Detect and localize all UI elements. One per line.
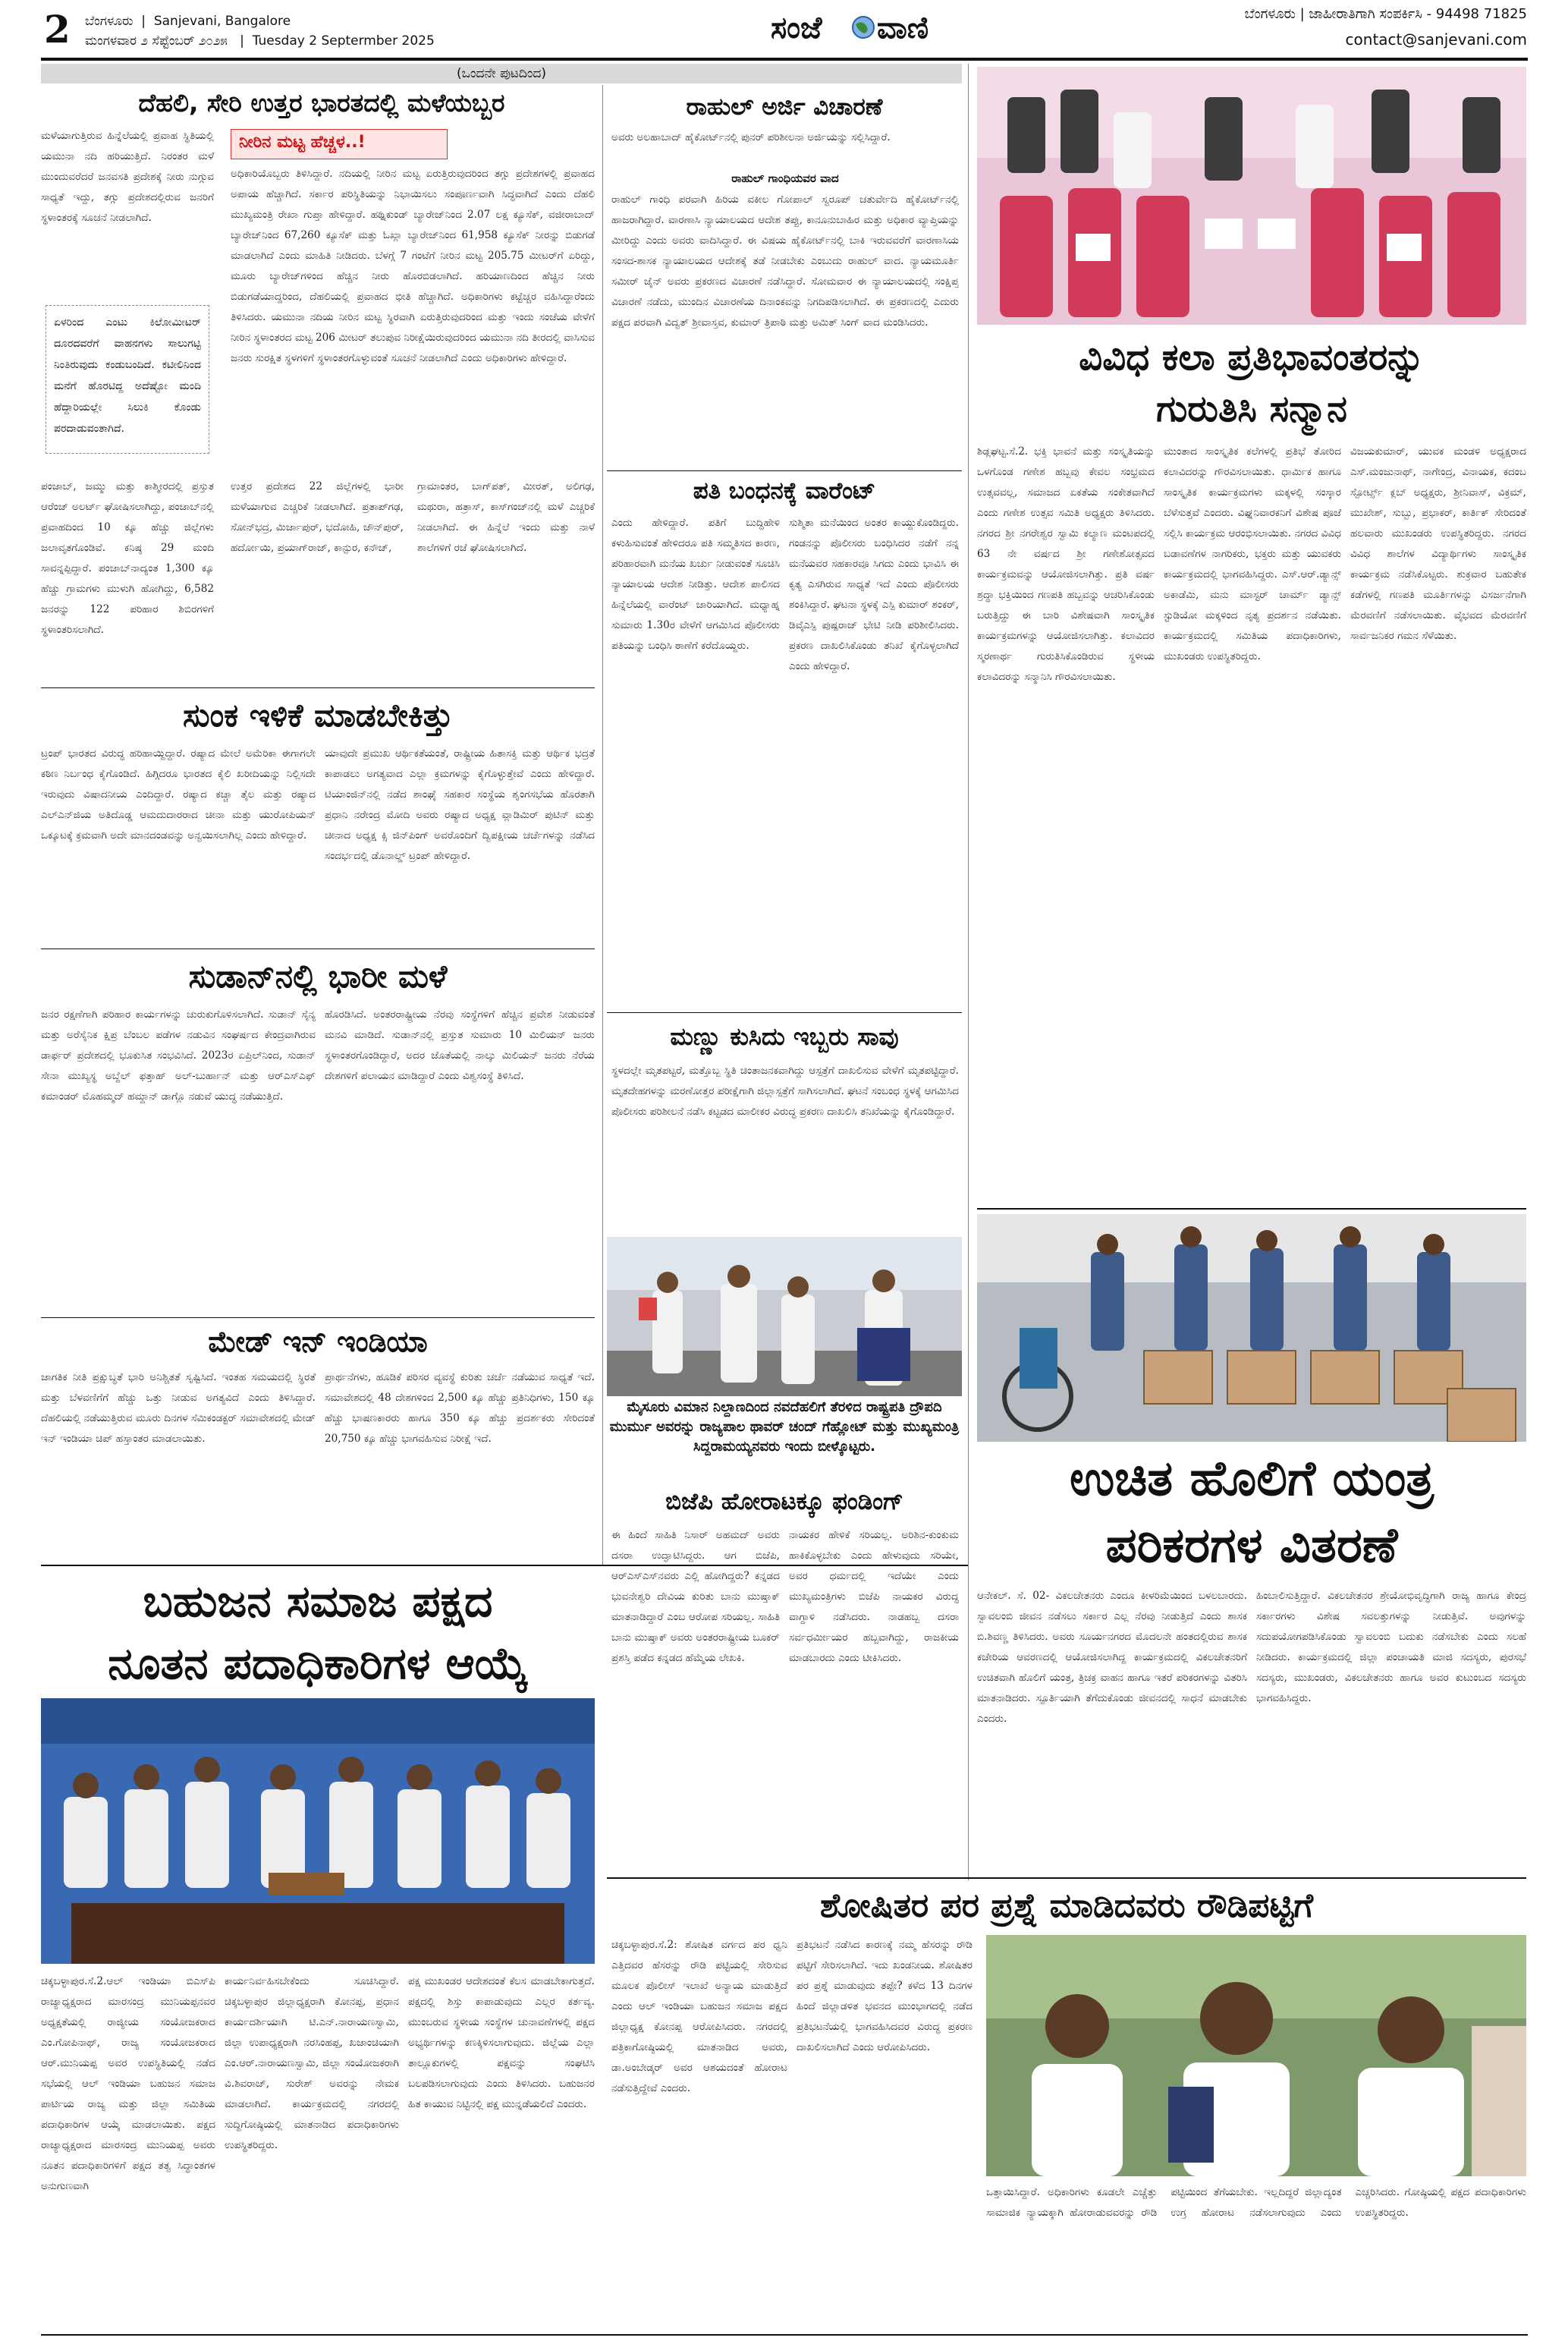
madein-headline: ಮೇಡ್ ಇನ್ ಇಂಡಿಯಾ bbox=[208, 1325, 428, 1358]
page-bottom-rule bbox=[41, 2334, 1528, 2336]
rahul-subhead: ರಾಹುಲ್ ಗಾಂಧಿಯವರ ವಾದ bbox=[731, 171, 839, 185]
tariff-headline: ಸುಂಕ ಇಳಿಕೆ ಮಾಡಬೇಕಿತ್ತು bbox=[182, 697, 453, 734]
bsp-col2: ಕಾರ್ಯನಿರ್ವಹಿಸಬೇಕೆಂದು ಸೂಚಿಸಿದ್ದಾರೆ. ಚಿಕ್ಕಬಳ್ಳಾಪುರ ಜಿಲ್ಲಾಧ್ಯಕ್ಷರಾಗಿ ಕೋನಪ್ಪ, ಪ್ರಧಾನ ಕಾರ್ಯದರ್ಶಿಯಾಗಿ ಟಿ.ಎನ್.ನಾರಾಯಣಸ್ವಾಮಿ, ಜಿಲ್ಲಾ ಉಪಾಧ್ಯಕ್ಷರಾಗಿ ನರಸಿಂಹಪ್ಪ, ಖಜಾಂಚಿಯಾಗಿ ಎಂ.ಆರ್.ನಾರಾಯಣಸ್ವಾಮಿ, ಜಿಲ್ಲಾ ಸಂಯೋಜಕರಾಗಿ ವಿ.ಶಿವರಾಜ್, ಸುರೇಶ್ ಅವರನ್ನು ನೇಮಕ ಮಾಡಲಾಗಿದೆ. ಕಾರ್ಯಕ್ರಮದಲ್ಲಿ ನಗರದಲ್ಲಿ ಸುದ್ದಿಗೋಷ್ಠಿಯಲ್ಲಿ ಮಾತನಾಡಿದ ಪದಾಧಿಕಾರಿಗಳು ಉಪಸ್ಥಿತರಿದ್ದರು. bbox=[225, 1975, 399, 2151]
machines-col1: ಆನೇಕಲ್. ಸೆ. 02- ವಿಕಲಚೇತನರು ಎಂದೂ ಕೀಳರಿಮೆಯಿಂದ ಬಳಲಬಾರದು. ಸ್ವಾವಲಂಬಿ ಜೀವನ ನಡೆಸಲು ಸರ್ಕಾರ ಎಲ್ಲ ನೆರವು ನೀಡುತ್ತಿದೆ ಎಂದು ಶಾಸಕ ಬಿ.ಶಿವಣ್ಣ ತಿಳಿಸಿದರು. ಅವರು ಸೂರ್ಯನಗರದ ಮೊದಲನೇ ಹಂತದಲ್ಲಿರುವ ಶಾಸಕ ಕಚೇರಿಯ ಆವರಣದಲ್ಲಿ ಆಯೋಜಿಸಲಾಗಿದ್ದ ಕಾರ್ಯಕ್ರಮದಲ್ಲಿ ವಿಕಲಚೇತನರಿಗೆ ಉಚಿತವಾಗಿ ಹೊಲಿಗೆ ಯಂತ್ರ, ತ್ರಿಚಕ್ರ ವಾಹನ ಹಾಗೂ ಇತರೆ ಪರಿಕರಗಳನ್ನು ವಿತರಿಸಿ ಮಾತನಾಡಿದರು. ಸ್ಪೂರ್ತಿಯಾಗಿ ತೆಗೆದುಕೊಂಡು ಜೀವನದಲ್ಲಿ ಸಾಧನೆ ಮಾಡಬೇಕು ಎಂದರು. bbox=[977, 1590, 1247, 1725]
svg-text:ಸಂಜೆ: ಸಂಜೆ bbox=[771, 11, 822, 46]
warrant-text1: ಎಂದು ಹೇಳಿದ್ದಾರೆ. ಪತಿಗೆ ಬುದ್ಧಿಹೇಳಿ ಕಳುಹಿಸುವಂತೆ ಹೇಳಿದರೂ ಪತಿ ಸಮ್ಮತಿಸದ ಕಾರಣ, ಪರಿಹಾರವಾಗಿ ಮನೆಯ ಖರ್ಚು ನೀಡುವಂತೆ ಸೂಚಿಸಿ ನ್ಯಾಯಾಲಯ ಆದೇಶ ನೀಡಿತ್ತು. ಆದೇಶ ಪಾಲಿಸದ ಹಿನ್ನೆಲೆಯಲ್ಲಿ ವಾರೆಂಟ್ ಜಾರಿಯಾಗಿದೆ. ಮಧ್ಯಾಹ್ನ ಸುಮಾರು 1.30ರ ವೇಳೆಗೆ ಆಗಮಿಸಿದ ಪೊಲೀಸರು ಪತಿಯನ್ನು ಬಂಧಿಸಿ ಠಾಣೆಗೆ ಕರೆದೊಯ್ದರು. bbox=[611, 517, 780, 652]
masthead-date-line: ಮಂಗಳವಾರ ೨ ಸೆಪ್ಟೆಂಬರ್ ೨೦೨೫ | Tuesday 2 Septermber 2025 bbox=[85, 33, 435, 49]
felicitation-headline-line1: ವಿವಿಧ ಕಲಾ ಪ್ರತಿಭಾವಂತರನ್ನು bbox=[1079, 336, 1425, 379]
rowdy-headline: ಶೋಷಿತರ ಪರ ಪ್ರಶ್ನೆ ಮಾಡಿದವರು ರೌಡಿಪಟ್ಟಿಗೆ bbox=[820, 1886, 1313, 1925]
felicitation-headline-line2: ಗುರುತಿಸಿ ಸನ್ಮಾನ bbox=[1156, 388, 1347, 430]
machines-col2: ಹಿಂಬಾಲಿಸುತ್ತಿದ್ದಾರೆ. ವಿಕಲಚೇತನರ ಶ್ರೇಯೋಭಿವೃದ್ಧಿಗಾಗಿ ರಾಜ್ಯ ಹಾಗೂ ಕೇಂದ್ರ ಸರ್ಕಾರಗಳು ವಿಶೇಷ ಸವಲತ್ತುಗಳನ್ನು ನೀಡುತ್ತಿವೆ. ಅವುಗಳನ್ನು ಸದುಪಯೋಗಪಡಿಸಿಕೊಂಡು ಸ್ವಾವಲಂಬಿ ಬದುಕು ನಡೆಸಬೇಕು ಎಂದು ಸಲಹೆ ನೀಡಿದರು. ಕಾರ್ಯಕ್ರಮದಲ್ಲಿ ಜಿಲ್ಲಾ ಪಂಚಾಯತಿ ಮಾಜಿ ಸದಸ್ಯರು, ಪುರಸಭೆ ಸದಸ್ಯರು, ಮುಖಂಡರು, ವಿಕಲಚೇತನರು ಹಾಗೂ ಅವರ ಕುಟುಂಬದ ಸದಸ್ಯರು ಭಾಗವಹಿಸಿದ್ದರು. bbox=[1256, 1590, 1526, 1704]
rowdy-press-photo bbox=[986, 1935, 1526, 2176]
rain-side-box: ಏಳರಿಂದ ಎಂಟು ಕಿಲೋಮೀಟರ್ ದೂರದವರೆಗೆ ವಾಹನಗಳು ಸಾಲುಗಟ್ಟಿ ನಿಂತಿರುವುದು ಕಂಡುಬಂದಿದೆ. ಕಟೀಲಿನಿಂದ ಮನೆಗೆ ಹೊರಟಿದ್ದ ಅದೆಷ್ಟೋ ಮಂದಿ ಹೆದ್ದಾರಿಯಲ್ಲೇ ಸಿಲುಕಿ ಕೊಂಡು ಪರದಾಡುವಂತಾಗಿದೆ. bbox=[46, 305, 209, 454]
rahul-headline: ರಾಹುಲ್ ಅರ್ಜಿ ವಿಚಾರಣೆ bbox=[686, 93, 883, 121]
rain-box-title: ನೀರಿನ ಮಟ್ಟ ಹೆಚ್ಚಳ..! bbox=[231, 129, 448, 159]
warrant-headline: ಪತಿ ಬಂಧನಕ್ಕೆ ವಾರೆಂಟ್ bbox=[693, 477, 876, 505]
rahul-text1: ಅವರು ಅಲಹಾಬಾದ್ ಹೈಕೋರ್ಟ್‌ನಲ್ಲಿ ಪುನರ್ ಪರಿಶೀಲನಾ ಅರ್ಜಿಯನ್ನು ಸಲ್ಲಿಸಿದ್ದಾರೆ. bbox=[611, 131, 891, 143]
column-divider bbox=[968, 64, 969, 1880]
rain-col3c: ಗ್ರಾಮಾಂತರ, ಬಾಗ್‌ಪತ್, ಮೀರತ್, ಅಲಿಗಢ, ಮಥುರಾ, ಹತ್ರಾಸ್, ಕಾಸ್‌ಗಂಜ್‌ನಲ್ಲಿ ಮಳೆ ಎಚ್ಚರಿಕೆ ನೀಡಲಾಗಿದೆ. ಈ ಹಿನ್ನೆಲೆ ಇಂದು ಮತ್ತು ನಾಳೆ ಶಾಲೆಗಳಿಗೆ ರಜೆ ಘೋಷಿಸಲಾಗಿದೆ. bbox=[417, 480, 595, 554]
rain-col3a: ಪಂಜಾಬ್, ಜಮ್ಮು ಮತ್ತು ಕಾಶ್ಮೀರದಲ್ಲಿ ಪ್ರಸ್ತುತ ಆರೆಂಜ್ ಅಲರ್ಟ್ ಘೋಷಿಸಲಾಗಿದ್ದು, ಪಂಜಾಬ್‌ನಲ್ಲಿ ಪ್ರವಾಹದಿಂದ 10 ಕ್ಕೂ ಹೆಚ್ಚು ಜಿಲ್ಲೆಗಳು ಜಲಾವೃತಗೊಂಡಿವೆ. ಕನಿಷ್ಠ 29 ಮಂದಿ ಸಾವನ್ನಪ್ಪಿದ್ದಾರೆ. ಪಂಜಾಬ್‌ನಾದ್ಯಂತ 1,300 ಕ್ಕೂ ಹೆಚ್ಚು ಗ್ರಾಮಗಳು ಮುಳುಗಿ ಹೋಗಿದ್ದು, 6,582 ಜನರನ್ನು 122 ಪರಿಹಾರ ಶಿಬಿರಗಳಿಗೆ ಸ್ಥಳಾಂತರಿಸಲಾಗಿದೆ. bbox=[41, 480, 214, 636]
madein-text2: ಪ್ರಾರ್ಥನೆಗಳು, ಹೂಡಿಕೆ ಪರಿಸರ ವ್ಯವಸ್ಥೆ ಕುರಿತು ಚರ್ಚೆ ನಡೆಯುವ ಸಾಧ್ಯತೆ ಇದೆ. ಸಮಾವೇಶದಲ್ಲಿ 48 ದೇಶಗಳಿಂದ 2,500 ಕ್ಕೂ ಹೆಚ್ಚು ಪ್ರತಿನಿಧಿಗಳು, 150 ಕ್ಕೂ ಹೆಚ್ಚು ಭಾಷಣಕಾರರು ಹಾಗೂ 350 ಕ್ಕೂ ಹೆಚ್ಚು ಪ್ರದರ್ಶಕರು ಸೇರಿದಂತೆ 20,750 ಕ್ಕೂ ಹೆಚ್ಚು ಭಾಗವಹಿಸುವ ನಿರೀಕ್ಷೆ ಇದೆ. bbox=[325, 1371, 595, 1445]
continued-kicker: (ಒಂದನೇ ಪುಟದಿಂದ) bbox=[41, 64, 962, 83]
rowdy-col2: ಪ್ರತಿಭಟನೆ ನಡೆಸಿದ ಕಾರಣಕ್ಕೆ ನಮ್ಮ ಹೆಸರನ್ನು ರೌಡಿ ಪಟ್ಟಿಗೆ ಸೇರಿಸಲಾಗಿದೆ. ಇದು ಖಂಡನೀಯ. ಶೋಷಿತರ ಪರ ಪ್ರಶ್ನೆ ಮಾಡುವುದು ತಪ್ಪೇ? ಕಳೆದ 13 ದಿನಗಳ ಹಿಂದೆ ಜಿಲ್ಲಾಡಳಿತ ಭವನದ ಮುಂಭಾಗದಲ್ಲಿ ನಡೆದ ಪ್ರತಿಭಟನೆಯಲ್ಲಿ ಭಾಗವಹಿಸಿದವರ ವಿರುದ್ಧ ಪ್ರಕರಣ ದಾಖಲಿಸಲಾಗಿದೆ ಎಂದು ಆರೋಪಿಸಿದರು. bbox=[797, 1939, 973, 2053]
sudan-text1: ಜನರ ರಕ್ಷಣೆಗಾಗಿ ಪರಿಹಾರ ಕಾರ್ಯಗಳನ್ನು ಚುರುಕುಗೊಳಿಸಲಾಗಿದೆ. ಸುಡಾನ್ ಸೈನ್ಯ ಮತ್ತು ಅರೆಸೈನಿಕ ಕ್ಷಿಪ್ರ ಬೆಂಬಲ ಪಡೆಗಳ ನಡುವಿನ ಸಂಘರ್ಷದ ಕೇಂದ್ರವಾಗಿರುವ ಡಾರ್ಫರ್ ಪ್ರದೇಶದಲ್ಲಿ ಭೂಕುಸಿತ ಸಂಭವಿಸಿದೆ. 2023ರ ಏಪ್ರಿಲ್‌ನಿಂದ, ಸುಡಾನ್ ಸೇನಾ ಮುಖ್ಯಸ್ಥ ಅಬ್ದೆಲ್ ಫತ್ತಾಹ್ ಅಲ್-ಬುರ್ಹಾನ್ ಮತ್ತು ಆರ್‌ಎಸ್‌ಎಫ್ ಕಮಾಂಡರ್ ಮೊಹಮ್ಮದ್ ಹಮ್ದಾನ್ ಡಾಗ್ಲೊ ನಡುವೆ ಯುದ್ಧ ನಡೆಯುತ್ತಿದೆ. bbox=[41, 1008, 316, 1103]
rain-col1: ಮಳೆಯಾಗುತ್ತಿರುವ ಹಿನ್ನೆಲೆಯಲ್ಲಿ ಪ್ರವಾಹ ಸ್ಥಿತಿಯಲ್ಲಿ ಯಮುನಾ ನದಿ ಹರಿಯುತ್ತಿದೆ. ನಿರಂತರ ಮಳೆ ಮುಂದುವರೆದರೆ ಜನವಸತಿ ಪ್ರದೇಶಕ್ಕೆ ನೀರು ನುಗ್ಗುವ ಸಾಧ್ಯತೆ ಇದ್ದು, ತಗ್ಗು ಪ್ರದೇಶದಲ್ಲಿರುವ ಜನರಿಗೆ ಸ್ಥಳಾಂತರಕ್ಕೆ ಸೂಚನೆ ನೀಡಲಾಗಿದೆ. bbox=[41, 130, 214, 224]
madein-text1: ಜಾಗತಿಕ ನೀತಿ ಪ್ರಕ್ಷುಬ್ಧತೆ ಭಾರಿ ಅನಿಶ್ಚಿತತೆ ಸೃಷ್ಟಿಸಿದೆ. ಇಂತಹ ಸಮಯದಲ್ಲಿ ಸ್ಥಿರತೆ ಮತ್ತು ಬೆಳವಣಿಗೆಗೆ ಹೆಚ್ಚು ಒತ್ತು ನೀಡುವ ಅಗತ್ಯವಿದೆ ಎಂದು ತಿಳಿಸಿದ್ದಾರೆ. ದೆಹಲಿಯಲ್ಲಿ ನಡೆಯುತ್ತಿರುವ ಮೂರು ದಿನಗಳ ಸೆಮಿಕಂಡಕ್ಟರ್ ಸಮಾವೇಶದಲ್ಲಿ ಮೇಡ್ ಇನ್ ಇಂಡಿಯಾ ಚಿಪ್ ಹಸ್ತಾಂತರ ಮಾಡಲಾಯಿತು. bbox=[41, 1371, 316, 1445]
section-rule bbox=[607, 1877, 1526, 1879]
section-rule bbox=[607, 470, 962, 471]
rain-col2: ಅಧಿಕಾರಿಯೊಬ್ಬರು ತಿಳಿಸಿದ್ದಾರೆ. ನದಿಯಲ್ಲಿ ನೀರಿನ ಮಟ್ಟ ಏರುತ್ತಿರುವುದರಿಂದ ತಗ್ಗು ಪ್ರದೇಶಗಳಲ್ಲಿ ಪ್ರವಾಹದ ಅಪಾಯ ಹೆಚ್ಚಾಗಿದೆ. ಸರ್ಕಾರ ಪರಿಸ್ಥಿತಿಯನ್ನು ನಿಭಾಯಿಸಲು ಸಂಪೂರ್ಣವಾಗಿ ಸಿದ್ಧವಾಗಿದೆ ಎಂದು ದೆಹಲಿ ಮುಖ್ಯಮಂತ್ರಿ ರೇಖಾ ಗುಪ್ತಾ ಹೇಳಿದ್ದಾರೆ. ಹಥ್ನಿಕುಂಡ್ ಬ್ಯಾರೇಜ್‌ನಿಂದ 2.07 ಲಕ್ಷ ಕ್ಯೂಸೆಕ್, ವಜೀರಾಬಾದ್ ಬ್ಯಾರೇಜ್‌ನಿಂದ 67,260 ಕ್ಯೂಸೆಕ್ ಮತ್ತು ಓಖ್ಲಾ ಬ್ಯಾರೇಜ್‌ನಿಂದ 61,958 ಕ್ಯೂಸೆಕ್ ನೀರನ್ನು ಬಿಡುಗಡೆ ಮಾಡಲಾಗಿದೆ ಎಂದು ಮಾಹಿತಿ ನೀಡಿದರು. ಬೆಳಗ್ಗೆ 7 ಗಂಟೆಗೆ ನೀರಿನ ಮಟ್ಟ 205.75 ಮೀಟರ್‌ಗೆ ಏರಿದ್ದು, ಮೂರು ಬ್ಯಾರೇಜ್‌ಗಳಿಂದ ಹೆಚ್ಚಿನ ನೀರು ಹೊರಬಿಡಲಾಗಿದೆ. ಹರಿಯಾಣದಿಂದ ಹೆಚ್ಚಿನ ನೀರು ಬಿಡುಗಡೆಯಾದ್ದರಿಂದ, ದೆಹಲಿಯಲ್ಲಿ ಪ್ರವಾಹದ ಭೀತಿ ಹೆಚ್ಚಾಗಿದೆ. ಅಧಿಕಾರಿಗಳು ಕಟ್ಟೆಚ್ಚರ ವಹಿಸಿದ್ದಾರೆಂದು ತಿಳಿಸಿದರು. ಯಮುನಾ ನದಿಯ ನೀರಿನ ಮಟ್ಟ ಸ್ಥಿರವಾಗಿ ಏರುತ್ತಿರುವುದರಿಂದ ಮತ್ತು ಇಂದು ಸಂಜೆಯ ವೇಳೆಗೆ ನೀರಿನ ಸ್ಥಳಾಂತರದ ಮಟ್ಟ 206 ಮೀಟರ್ ತಲುಪುವ ನಿರೀಕ್ಷೆಯಿರುವುದರಿಂದ ಯಮುನಾ ನದಿ ತೀರದಲ್ಲಿ ವಾಸಿಸುವ ಜನರು ಸುರಕ್ಷಿತ ಸ್ಥಳಗಳಿಗೆ ಸ್ಥಳಾಂತರಗೊಳ್ಳುವಂತೆ ಸೂಚನೆ ನೀಡಲಾಗಿದೆ ಎಂದು ಅಧಿಕಾರಿಗಳು ಹೇಳಿದ್ದಾರೆ. bbox=[231, 168, 595, 364]
machines-headline-line2: ಪರಿಕರಗಳ ವಿತರಣೆ bbox=[1105, 1518, 1398, 1574]
bsp-headline-line1: ಬಹುಜನ ಸಮಾಜ ಪಕ್ಷದ bbox=[143, 1575, 493, 1627]
rahul-text2: ರಾಹುಲ್ ಗಾಂಧಿ ಪರವಾಗಿ ಹಿರಿಯ ವಕೀಲ ಗೋಪಾಲ್ ಸ್ವರೂಪ್ ಚತುರ್ವೇದಿ ಹೈಕೋರ್ಟ್‌ನಲ್ಲಿ ಹಾಜರಾಗಿದ್ದಾರೆ. ವಾರಣಾಸಿ ನ್ಯಾಯಾಲಯದ ಆದೇಶ ತಪ್ಪು, ಕಾನೂನುಬಾಹಿರ ಮತ್ತು ಅಧಿಕಾರ ವ್ಯಾಪ್ತಿಯನ್ನು ಮೀರಿದ್ದು ಎಂದು ಅವರು ವಾದಿಸಿದ್ದಾರೆ. ಈ ವಿಷಯ ಹೈಕೋರ್ಟ್‌ನಲ್ಲಿ ಬಾಕಿ ಇರುವವರೆಗೆ ವಾರಣಾಸಿಯ ಸಂಸದ-ಶಾಸಕ ನ್ಯಾಯಾಲಯದ ಆದೇಶಕ್ಕೆ ತಡೆ ನೀಡಬೇಕು ಎಂಬುದು ರಾಹುಲ್ ವಾದ. ನ್ಯಾಯಮೂರ್ತಿ ಸಮೀರ್ ಜೈನ್ ಅವರು ಪ್ರಕರಣದ ವಿಚಾರಣೆ ನಡೆಸಿದ್ದಾರೆ. ಸೋಮವಾರ ಈ ನ್ಯಾಯಾಲಯದಲ್ಲಿ ಸಂಕ್ಷಿಪ್ತ ವಿಚಾರಣೆ ನಡೆದು, ಮುಂದಿನ ವಿಚಾರಣೆಯ ದಿನಾಂಕವನ್ನು ನಿಗದಿಪಡಿಸಲಾಗಿದೆ. ಈ ಪ್ರಕರಣದಲ್ಲಿ ಎದುರು ಪಕ್ಷದ ಪರವಾಗಿ ವಿದ್ವತ್ ಶ್ರೀವಾಸ್ತವ, ಕುಮಾರ್ ತ್ರಿಪಾಠಿ ಮತ್ತು ಅಮಿತ್ ಸಿಂಗ್ ವಾದ ಮಂಡಿಸಿದರು. bbox=[611, 193, 959, 329]
bsp-meeting-photo bbox=[41, 1698, 595, 1964]
rain-col3b: ಉತ್ತರ ಪ್ರದೇಶದ 22 ಜಿಲ್ಲೆಗಳಲ್ಲಿ ಭಾರೀ ಮಳೆಯಾಗುವ ಎಚ್ಚರಿಕೆ ನೀಡಲಾಗಿದೆ. ಪ್ರತಾಪ್‌ಗಢ, ಸೋನ್‌ಭದ್ರ, ಮಿರ್ಜಾಪುರ್, ಭದೋಹಿ, ಜೌನ್‌ಪುರ್, ಹರ್ದೋಯಿ, ಪ್ರಯಾಗ್‌ರಾಜ್, ಕಾನ್ಪುರ, ಕನೌಜ್, bbox=[231, 480, 404, 554]
bsp-col1: ಚಿಕ್ಕಬಳ್ಳಾಪುರ.ಸೆ.2.ಆಲ್ ಇಂಡಿಯಾ ಬಿಎಸ್‌ಪಿ ರಾಜ್ಯಾಧ್ಯಕ್ಷರಾದ ಮಾರಸಂದ್ರ ಮುನಿಯಪ್ಪನವರ ಅಧ್ಯಕ್ಷತೆಯಲ್ಲಿ ರಾಜ್ಯೀಯ ಸಂಯೋಜಕರಾದ ಎಂ.ಗೋಪಿನಾಥ್, ರಾಜ್ಯ ಸಂಯೋಜಕರಾದ ಆರ್.ಮುನಿಯಪ್ಪ ಅವರ ಉಪಸ್ಥಿತಿಯಲ್ಲಿ ನಡೆದ ಸಭೆಯಲ್ಲಿ ಆಲ್ ಇಂಡಿಯಾ ಬಹುಜನ ಸಮಾಜ ಪಾರ್ಟಿಯ ರಾಜ್ಯ ಮತ್ತು ಜಿಲ್ಲಾ ಸಮಿತಿಯ ಪದಾಧಿಕಾರಿಗಳ ಆಯ್ಕೆ ಮಾಡಲಾಯಿತು. ಪಕ್ಷದ ರಾಜ್ಯಾಧ್ಯಕ್ಷರಾದ ಮಾರಸಂದ್ರ ಮುನಿಯಪ್ಪ ಅವರು ನೂತನ ಪದಾಧಿಕಾರಿಗಳಿಗೆ ಪಕ್ಷದ ತತ್ವ ಸಿದ್ಧಾಂತಗಳ ಅನುಗುಣವಾಗಿ bbox=[41, 1975, 215, 2192]
sudan-headline: ಸುಡಾನ್‌ನಲ್ಲಿ ಭಾರೀ ಮಳೆ bbox=[188, 958, 448, 995]
rain-headline: ದೆಹಲಿ, ಸೇರಿ ಉತ್ತರ ಭಾರತದಲ್ಲಿ ಮಳೆಯಬ್ಬರ bbox=[138, 88, 505, 118]
machines-headline-line1: ಉಚಿತ ಹೊಲಿಗೆ ಯಂತ್ರ bbox=[1070, 1451, 1434, 1507]
felicitation-col2: ಮುಂತಾದ ಸಾಂಸ್ಕೃತಿಕ ಕಲೆಗಳಲ್ಲಿ ಪ್ರತಿಭೆ ತೋರಿದ ಕಲಾವಿದರನ್ನು ಗೌರವಿಸಲಾಯಿತು. ಧಾರ್ಮಿಕ ಹಾಗೂ ಸಾಂಸ್ಕೃತಿಕ ಕಾರ್ಯಕ್ರಮಗಳು ಮಕ್ಕಳಲ್ಲಿ ಸಂಸ್ಕಾರ ಬೆಳೆಸುತ್ತವೆ ಎಂದರು. ವಿಘ್ನನಿವಾರಕನಿಗೆ ವಿಶೇಷ ಪೂಜೆ ಸಲ್ಲಿಸಿ ಕಾರ್ಯಕ್ರಮ ಆರಂಭಿಸಲಾಯಿತು. ನಗರದ ವಿವಿಧ ಬಡಾವಣೆಗಳ ನಾಗರಿಕರು, ಭಕ್ತರು ಮತ್ತು ಯುವಕರು ಕಾರ್ಯಕ್ರಮದಲ್ಲಿ ಭಾಗವಹಿಸಿದ್ದರು. ಎಸ್.ಆರ್.ಡ್ಯಾನ್ಸ್ ಅಕಾಡೆಮಿ, ಮನು ಮಾಸ್ಟರ್ ಚಾರ್ಮ್ ಡ್ಯಾನ್ಸ್ ಸ್ಟುಡಿಯೋ ಮಕ್ಕಳಿಂದ ನೃತ್ಯ ಪ್ರದರ್ಶನ ನಡೆಯಿತು. ಕಾರ್ಯಕ್ರಮದಲ್ಲಿ ಸಮಿತಿಯ ಪದಾಧಿಕಾರಿಗಳು, ಮುಖಂಡರು ಉಪಸ್ಥಿತರಿದ್ದರು. bbox=[1164, 445, 1341, 662]
masthead-rule bbox=[41, 58, 1528, 61]
mysuru-photo-caption: ಮೈಸೂರು ವಿಮಾನ ನಿಲ್ದಾಣದಿಂದ ನವದೆಹಲಿಗೆ ತೆರಳಿದ ರಾಷ್ಟ್ರಪತಿ ದ್ರೌಪದಿ ಮುರ್ಮು ಅವರನ್ನು ರಾಜ್ಯಪಾಲ ಥಾವರ್ ಚಂದ್ ಗೆಹ್ಲೋಟ್ ಮತ್ತು ಮುಖ್ಯಮಂತ್ರಿ ಸಿದ್ದರಾಮಯ್ಯನವರು ಇಂದು ಬೀಳ್ಕೊಟ್ಟರು. bbox=[609, 1399, 960, 1455]
tariff-text2: ಯಾವುದೇ ಪ್ರಮುಖ ಆರ್ಥಿಕತೆಯಂತೆ, ರಾಷ್ಟ್ರೀಯ ಹಿತಾಸಕ್ತಿ ಮತ್ತು ಆರ್ಥಿಕ ಭದ್ರತೆ ಕಾಪಾಡಲು ಅಗತ್ಯವಾದ ಎಲ್ಲಾ ಕ್ರಮಗಳನ್ನು ಕೈಗೊಳ್ಳುತ್ತೇವೆ ಎಂದು ಹೇಳಿದ್ದಾರೆ. ಟಿಯಾಂಜಿನ್‌ನಲ್ಲಿ ನಡೆದ ಶಾಂಘೈ ಸಹಕಾರ ಸಂಸ್ಥೆಯ ಶೃಂಗಸಭೆಯ ಹೊರತಾಗಿ ಪ್ರಧಾನಿ ನರೇಂದ್ರ ಮೋದಿ ಅವರು ರಷ್ಯಾದ ಅಧ್ಯಕ್ಷ ವ್ಲಾಡಿಮಿರ್ ಪುಟಿನ್ ಮತ್ತು ಚೀನಾದ ಅಧ್ಯಕ್ಷ ಕ್ಸಿ ಜಿನ್‌ಪಿಂಗ್ ಅವರೊಂದಿಗೆ ದ್ವಿಪಕ್ಷೀಯ ಚರ್ಚೆಗಳನ್ನು ನಡೆಸಿದ ಸಂದರ್ಭದಲ್ಲಿ ಡೊನಾಲ್ಡ್ ಟ್ರಂಪ್ ಹೇಳಿದ್ದಾರೆ. bbox=[325, 747, 595, 862]
section-rule bbox=[977, 1208, 1526, 1210]
bjp-text1: ಈ ಹಿಂದೆ ಸಾಹಿತಿ ನಿಸಾರ್ ಅಹಮದ್ ಅವರು ದಸರಾ ಉದ್ಘಾಟಿಸಿದ್ದರು. ಆಗ ಬಿಜೆಪಿ, ಆರ್‌ಎಸ್‌ಎಸ್‌ನವರು ಎಲ್ಲಿ ಹೋಗಿದ್ದರು? ಕನ್ನಡದ ಭುವನೇಶ್ವರಿ ದೇವಿಯ ಕುರಿತು ಬಾನು ಮುಷ್ತಾಕ್ ಮಾತನಾಡಿದ್ದಾರೆ ಎಂಬ ಆರೋಪ ಸರಿಯಲ್ಲ. ಸಾಹಿತಿ ಬಾನು ಮುಷ್ತಾಕ್ ಅವರು ಅಂತರರಾಷ್ಟ್ರೀಯ ಬೂಕರ್ ಪ್ರಶಸ್ತಿ ಪಡೆದ ಕನ್ನಡದ ಹೆಮ್ಮೆಯ ಲೇಖಕಿ. bbox=[611, 1529, 780, 1664]
masthead-logo bbox=[766, 5, 948, 49]
column-divider bbox=[602, 85, 603, 1565]
bjp-text2: ನಾಯಕರ ಹೇಳಿಕೆ ಸರಿಯಲ್ಲ. ಅರಿಶಿನ-ಕುಂಕುಮ ಹಾಕಿಕೊಳ್ಳಬೇಕು ಎಂದು ಹೇಳುವುದು ಸರಿಯೇ, ಅವರ ಧರ್ಮದಲ್ಲಿ ಇದೆಯೇ ಎಂದು ಮುಖ್ಯಮಂತ್ರಿಗಳು ಬಿಜೆಪಿ ನಾಯಕರ ವಿರುದ್ಧ ವಾಗ್ದಾಳಿ ನಡೆಸಿದರು. ನಾಡಹಬ್ಬ ದಸರಾ ಸರ್ವಧರ್ಮೀಯರ ಹಬ್ಬವಾಗಿದ್ದು, ರಾಜಕೀಯ ಮಾಡಬಾರದು ಎಂದು ಟೀಕಿಸಿದರು. bbox=[789, 1529, 959, 1664]
masthead-city-line: ಬೆಂಗಳೂರು | Sanjevani, Bangalore bbox=[85, 14, 291, 29]
mysuru-airport-photo bbox=[607, 1237, 962, 1396]
bsp-col3: ಪಕ್ಷ ಮುಖಂಡರ ಆದೇಶದಂತೆ ಕೆಲಸ ಮಾಡಬೇಕಾಗುತ್ತದೆ. ಪಕ್ಷದಲ್ಲಿ ಶಿಸ್ತು ಕಾಪಾಡುವುದು ಎಲ್ಲರ ಕರ್ತವ್ಯ. ಮುಂಬರುವ ಸ್ಥಳೀಯ ಸಂಸ್ಥೆಗಳ ಚುನಾವಣೆಗಳಲ್ಲಿ ಪಕ್ಷದ ಅಭ್ಯರ್ಥಿಗಳನ್ನು ಕಣಕ್ಕಿಳಿಸಲಾಗುವುದು. ಜಿಲ್ಲೆಯ ಎಲ್ಲಾ ತಾಲ್ಲೂಕುಗಳಲ್ಲಿ ಪಕ್ಷವನ್ನು ಸಂಘಟಿಸಿ ಬಲಪಡಿಸಲಾಗುವುದು ಎಂದು ತಿಳಿಸಿದರು. ಬಹುಜನರ ಹಿತ ಕಾಯುವ ನಿಟ್ಟಿನಲ್ಲಿ ಪಕ್ಷ ಮುನ್ನಡೆಯಲಿದೆ ಎಂದರು. bbox=[408, 1975, 595, 2110]
section-rule bbox=[41, 687, 595, 688]
warrant-text2: ಸುಶ್ಮಿತಾ ಮನೆಯಿಂದ ಅಂತರ ಕಾಯ್ದುಕೊಂಡಿದ್ದರು. ಗಂಡನನ್ನು ಪೊಲೀಸರು ಬಂಧಿಸಿದರ ನಡೆಗೆ ನನ್ನ ಮನೆಯವರ ಸಹಕಾರವೂ ಸಿಗದು ಎಂದು ಭಾವಿಸಿ ಈ ಕೃತ್ಯ ಎಸಗಿರುವ ಸಾಧ್ಯತೆ ಇದೆ ಎಂದು ಪೊಲೀಸರು ಶಂಕಿಸಿದ್ದಾರೆ. ಘಟನಾ ಸ್ಥಳಕ್ಕೆ ಎಸ್ಪಿ ಕುಮಾರ್ ಶಂಕರ್, ಡಿವೈಎಸ್ಪಿ ಪುಷ್ಪರಾಜ್ ಭೇಟಿ ನೀಡಿ ಪರಿಶೀಲಿಸಿದರು. ಪ್ರಕರಣ ದಾಖಲಿಸಿಕೊಂಡು ತನಿಖೆ ಕೈಗೊಳ್ಳಲಾಗಿದೆ ಎಂದು ಹೇಳಿದ್ದಾರೆ. bbox=[789, 517, 959, 672]
section-rule bbox=[41, 1565, 968, 1566]
masthead-city: ಬೆಂಗಳೂರು bbox=[85, 14, 134, 29]
machines-photo bbox=[977, 1214, 1526, 1442]
masthead-publisher: Sanjevani, Bangalore bbox=[153, 14, 291, 29]
masthead bbox=[0, 0, 1568, 59]
masthead-date-kn: ಮಂಗಳವಾರ ೨ ಸೆಪ್ಟೆಂಬರ್ ೨೦೨೫ bbox=[85, 33, 228, 49]
landslide-text: ಸ್ಥಳದಲ್ಲೇ ಮೃತಪಟ್ಟರೆ, ಮತ್ತೊಬ್ಬ ಸ್ಥಿತಿ ಚಿಂತಾಜನಕವಾಗಿದ್ದು ಆಸ್ಪತ್ರೆಗೆ ದಾಖಲಿಸುವ ವೇಳೆಗೆ ಮೃತಪಟ್ಟಿದ್ದಾರೆ. ಮೃತದೇಹಗಳನ್ನು ಮರಣೋತ್ತರ ಪರೀಕ್ಷೆಗಾಗಿ ಜಿಲ್ಲಾಸ್ಪತ್ರೆಗೆ ಸಾಗಿಸಲಾಗಿದೆ. ಘಟನೆ ಸಂಬಂಧ ಸ್ಥಳಕ್ಕೆ ಆಗಮಿಸಿದ ಪೊಲೀಸರು ಪರಿಶೀಲನೆ ನಡೆಸಿ ಕಟ್ಟಡದ ಮಾಲೀಕರ ವಿರುದ್ಧ ಪ್ರಕರಣ ದಾಖಲಿಸಿ ತನಿಖೆಯನ್ನು ಕೈಗೊಂಡಿದ್ದಾರೆ. bbox=[611, 1065, 959, 1118]
masthead-ad-contact: ಬೆಂಗಳೂರು | ಜಾಹೀರಾತಿಗಾಗಿ ಸಂಪರ್ಕಿಸಿ - 94498 71825 bbox=[1244, 6, 1527, 22]
section-rule bbox=[607, 1012, 962, 1013]
felicitation-col3: ವಿಜಯಕುಮಾರ್, ಯುವಕ ಮಂಡಳಿ ಅಧ್ಯಕ್ಷರಾದ ಎಸ್.ಮಂಜುನಾಥ್, ನಾಗೇಂದ್ರ, ವಿನಾಯಕ, ಕದಂಬ ಸ್ಪೋರ್ಟ್ಸ್ ಕ್ಲಬ್ ಅಧ್ಯಕ್ಷರು, ಶ್ರೀನಿವಾಸ್, ವಿಕ್ರಮ್, ಮುಖೇಶ್, ಸುಬ್ಬು, ಪ್ರಭಾಕರ್, ಕಾರ್ತಿಕ್ ಸೇರಿದಂತೆ ಹಲವಾರು ಮುಖಂಡರು ಉಪಸ್ಥಿತರಿದ್ದರು. ನಗರದ ವಿವಿಧ ಶಾಲೆಗಳ ವಿದ್ಯಾರ್ಥಿಗಳು ಸಾಂಸ್ಕೃತಿಕ ಕಾರ್ಯಕ್ರಮ ನಡೆಸಿಕೊಟ್ಟರು. ಶುಕ್ರವಾರ ಬಹುತೇಕ ಕಡೆಗಳಲ್ಲಿ ಗಣಪತಿ ಮೂರ್ತಿಗಳನ್ನು ವಿಸರ್ಜನೆಗಾಗಿ ಮೆರವಣಿಗೆ ನಡೆಸಲಾಯಿತು. ವೈಭವದ ಮೆರವಣಿಗೆ ಸಾರ್ವಜನಿಕರ ಗಮನ ಸೆಳೆಯಿತು. bbox=[1350, 445, 1526, 642]
svg-text:ವಾಣಿ: ವಾಣಿ bbox=[877, 11, 929, 46]
landslide-headline: ಮಣ್ಣು ಕುಸಿದು ಇಬ್ಬರು ಸಾವು bbox=[670, 1022, 899, 1051]
rowdy-col3: ಒತ್ತಾಯಿಸಿದ್ದಾರೆ. ಅಧಿಕಾರಿಗಳು ಕೂಡಲೇ ಎಚ್ಚೆತ್ತು ಸಾಮಾಜಿಕ ನ್ಯಾಯಕ್ಕಾಗಿ ಹೋರಾಡುವವರನ್ನು ರೌಡಿ ಪಟ್ಟಿಯಿಂದ ತೆಗೆಯಬೇಕು. ಇಲ್ಲದಿದ್ದರೆ ಜಿಲ್ಲಾದ್ಯಂತ ಉಗ್ರ ಹೋರಾಟ ನಡೆಸಲಾಗುವುದು ಎಂದು ಎಚ್ಚರಿಸಿದರು. ಗೋಷ್ಠಿಯಲ್ಲಿ ಪಕ್ಷದ ಪದಾಧಿಕಾರಿಗಳು ಉಪಸ್ಥಿತರಿದ್ದರು. bbox=[986, 2186, 1526, 2219]
masthead-date-en: Tuesday 2 Septermber 2025 bbox=[252, 33, 435, 49]
tariff-text1: ಟ್ರಂಪ್ ಭಾರತದ ವಿರುದ್ಧ ಹರಿಹಾಯ್ದಿದ್ದಾರೆ. ರಷ್ಯಾದ ಮೇಲೆ ಅಮೆರಿಕಾ ಈಗಾಗಲೇ ಕಠಿಣ ನಿರ್ಬಂಧ ಕೈಗೊಂಡಿದೆ. ಹಿಗ್ಗಿದರೂ ಭಾರತದ ಕೈಲಿ ಖರೀದಿಯನ್ನು ನಿಲ್ಲಿಸದೇ ಇರುವುದು ವಿಷಾದನೀಯ ಎಂದಿದ್ದಾರೆ. ರಷ್ಯಾದ ಕಚ್ಚಾ ತೈಲ ಮತ್ತು ರಷ್ಯಾದ ಎಲ್‌ಎನ್‌ಜಿಯ ಅತಿದೊಡ್ಡ ಆಮದುದಾರರಾದ ಚೀನಾ ಮತ್ತು ಯುರೋಪಿಯನ್ ಒಕ್ಕೂಟಕ್ಕೆ ಕ್ರಮವಾಗಿ ಅದೇ ಮಾನದಂಡವನ್ನು ಅನ್ವಯಿಸಲಾಗಿಲ್ಲ ಎಂದು ಹೇಳಿದ್ದಾರೆ. bbox=[41, 747, 316, 842]
masthead-email[interactable]: contact@sanjevani.com bbox=[1345, 30, 1527, 49]
sudan-text2: ಹೊರಡಿಸಿದೆ. ಅಂತರರಾಷ್ಟ್ರೀಯ ನೆರವು ಸಂಸ್ಥೆಗಳಿಗೆ ಹೆಚ್ಚಿನ ಪ್ರವೇಶ ನೀಡುವಂತೆ ಮನವಿ ಮಾಡಿದೆ. ಸುಡಾನ್‌ನಲ್ಲಿ ಪ್ರಸ್ತುತ ಸುಮಾರು 10 ಮಿಲಿಯನ್ ಜನರು ಸ್ಥಳಾಂತರಗೊಂಡಿದ್ದಾರೆ, ಅದರ ಜೊತೆಯಲ್ಲಿ ನಾಲ್ಕು ಮಿಲಿಯನ್ ಜನರು ನೆರೆಯ ದೇಶಗಳಿಗೆ ಪಲಾಯನ ಮಾಡಿದ್ದಾರೆ ಎಂದು ವಿಶ್ವಸಂಸ್ಥೆ ತಿಳಿಸಿದೆ. bbox=[325, 1008, 595, 1082]
bsp-headline-line2: ನೂತನ ಪದಾಧಿಕಾರಿಗಳ ಆಯ್ಕೆ bbox=[108, 1638, 528, 1689]
section-rule bbox=[41, 1317, 595, 1318]
rowdy-col1: ಚಿಕ್ಕಬಳ್ಳಾಪುರ.ಸೆ.2: ಶೋಷಿತ ವರ್ಗದ ಪರ ಧ್ವನಿ ಎತ್ತಿದವರ ಹೆಸರನ್ನು ರೌಡಿ ಪಟ್ಟಿಯಲ್ಲಿ ಸೇರಿಸುವ ಮೂಲಕ ಪೊಲೀಸ್ ಇಲಾಖೆ ಅನ್ಯಾಯ ಮಾಡುತ್ತಿದೆ ಎಂದು ಆಲ್ ಇಂಡಿಯಾ ಬಹುಜನ ಸಮಾಜ ಪಕ್ಷದ ಜಿಲ್ಲಾಧ್ಯಕ್ಷ ಕೋನಪ್ಪ ಆರೋಪಿಸಿದರು. ನಗರದಲ್ಲಿ ಪತ್ರಿಕಾಗೋಷ್ಠಿಯಲ್ಲಿ ಮಾತನಾಡಿದ ಅವರು, ಡಾ.ಅಂಬೇಡ್ಕರ್ ಅವರ ಆಶಯದಂತೆ ಹೋರಾಟ ನಡೆಸುತ್ತಿದ್ದೇವೆ ಎಂದರು. bbox=[611, 1939, 787, 2094]
bjp-headline: ಬಿಜೆಪಿ ಹೋರಾಟಕ್ಕೂ ಫಂಡಿಂಗ್ bbox=[665, 1488, 903, 1515]
page-number: 2 bbox=[44, 7, 71, 52]
felicitation-photo bbox=[977, 67, 1526, 325]
felicitation-col1: ಶಿಡ್ಲಘಟ್ಟ.ಸೆ.2. ಭಕ್ತಿ ಭಾವನೆ ಮತ್ತು ಸಂಸ್ಕೃತಿಯನ್ನು ಒಳಗೊಂಡ ಗಣೇಶ ಹಬ್ಬವು ಕೇವಲ ಸಂಭ್ರಮದ ಉತ್ಸವವಲ್ಲ, ಸಮಾಜದ ಏಕತೆಯ ಸಂಕೇತವಾಗಿದೆ ಎಂದು ಗಣೇಶ ಉತ್ಸವ ಸಮಿತಿ ಅಧ್ಯಕ್ಷರು ತಿಳಿಸಿದರು. ನಗರದ ಶ್ರೀ ನಗರೇಶ್ವರ ಸ್ವಾಮಿ ಕಲ್ಯಾಣ ಮಂಟಪದಲ್ಲಿ 63 ನೇ ವರ್ಷದ ಶ್ರೀ ಗಣೇಶೋತ್ಸವದ ಕಾರ್ಯಕ್ರಮವನ್ನು ಆಯೋಜಿಸಲಾಗಿತ್ತು. ಪ್ರತಿ ವರ್ಷ ಶ್ರದ್ಧಾ ಭಕ್ತಿಯಿಂದ ಗಣಪತಿ ಹಬ್ಬವನ್ನು ಆಚರಿಸಿಕೊಂಡು ಬರುತ್ತಿದ್ದು ಈ ಬಾರಿ ವಿಶೇಷವಾಗಿ ಸಾಂಸ್ಕೃತಿಕ ಕಾರ್ಯಕ್ರಮಗಳನ್ನು ಆಯೋಜಿಸಲಾಗಿತ್ತು. ಕಲಾವಿದರ ಸ್ಮರಣಾರ್ಥ ಗುರುತಿಸಿಕೊಂಡಿರುವ ಸ್ಥಳೀಯ ಕಲಾವಿದರನ್ನು ಸನ್ಮಾನಿಸಿ ಗೌರವಿಸಲಾಯಿತು. bbox=[977, 445, 1155, 683]
